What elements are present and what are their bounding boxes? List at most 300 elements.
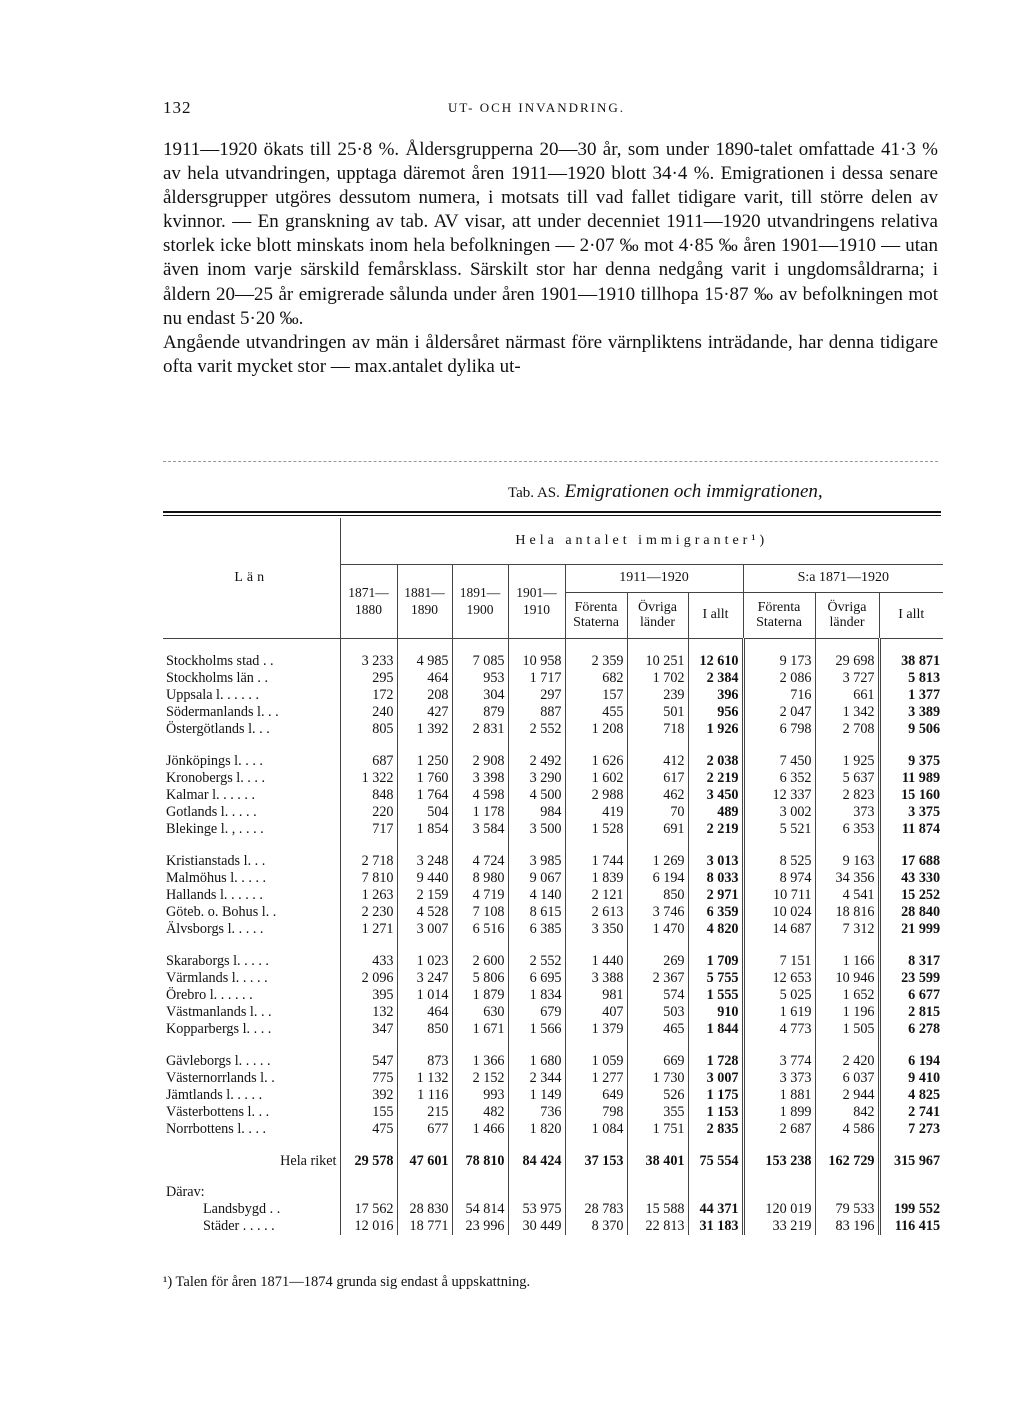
value-cell: 1 166: [815, 953, 879, 970]
value-cell: 1 879: [452, 987, 508, 1004]
value-cell: 2 359: [565, 653, 627, 670]
value-cell: 2 152: [452, 1070, 508, 1087]
table-row: [163, 804, 943, 821]
darav-label: Därav:: [163, 1184, 340, 1201]
value-cell: 465: [627, 1021, 688, 1038]
value-cell: 44 371: [688, 1201, 743, 1218]
sub-header-ovriga: Övriga länder: [627, 592, 688, 638]
value-cell: 4 724: [452, 853, 508, 870]
value-cell: 4 140: [508, 887, 565, 904]
table-row: [163, 721, 943, 738]
value-cell: 5 806: [452, 970, 508, 987]
value-cell: 17 562: [340, 1201, 397, 1218]
value-cell: 5 025: [743, 987, 815, 1004]
sub-header-iallt: I allt: [898, 607, 925, 623]
value-cell: 718: [627, 721, 688, 738]
value-cell: 1 820: [508, 1121, 565, 1138]
statistics-table: [163, 518, 943, 1235]
value-cell: 2 552: [508, 721, 565, 738]
value-cell: 1 014: [397, 987, 452, 1004]
value-cell: 38 401: [627, 1153, 688, 1170]
value-cell: 75 554: [688, 1153, 743, 1170]
value-cell: 1 149: [508, 1087, 565, 1104]
value-cell: 392: [340, 1087, 397, 1104]
value-cell: 22 813: [627, 1218, 688, 1235]
value-cell: 910: [688, 1004, 743, 1021]
value-cell: 2 835: [688, 1121, 743, 1138]
table-top-rule-thin: [163, 515, 941, 516]
lan-name: Jönköpings l. . . .: [163, 753, 340, 770]
group-header-1911: 1911—1920: [565, 564, 743, 592]
value-cell: 879: [452, 704, 508, 721]
value-cell: 1 440: [565, 953, 627, 970]
value-cell: 1 680: [508, 1053, 565, 1070]
value-cell: 4 500: [508, 787, 565, 804]
spacer-row: [163, 839, 943, 853]
value-cell: 3 375: [908, 804, 941, 821]
value-cell: 1 377: [908, 686, 941, 703]
value-cell: 503: [627, 1004, 688, 1021]
value-cell: 9 173: [743, 653, 815, 670]
value-cell: 17 688: [901, 852, 941, 869]
value-cell: 37 153: [565, 1153, 627, 1170]
value-cell: 1 619: [743, 1004, 815, 1021]
value-cell: 3 373: [743, 1070, 815, 1087]
lan-name: Älvsborgs l. . . . .: [163, 921, 340, 938]
value-cell: 315 967: [893, 1152, 941, 1169]
value-cell: 2 815: [908, 1004, 941, 1021]
value-cell: 34 356: [815, 870, 879, 887]
value-cell: 199 552: [893, 1200, 941, 1217]
value-cell: 2 159: [397, 887, 452, 904]
darav-label-row: [163, 1184, 943, 1201]
value-cell: 3 985: [508, 853, 565, 870]
value-cell: 10 946: [815, 970, 879, 987]
value-cell: 2 600: [452, 953, 508, 970]
value-cell: 373: [815, 804, 879, 821]
table-row: [163, 1021, 943, 1038]
value-cell: 208: [397, 687, 452, 704]
value-cell: 1 730: [627, 1070, 688, 1087]
value-cell: 355: [627, 1104, 688, 1121]
value-cell: 7 108: [452, 904, 508, 921]
value-cell: 2 096: [340, 970, 397, 987]
value-cell: 15 160: [901, 786, 941, 803]
value-cell: 7 085: [452, 653, 508, 670]
table-row: [163, 653, 943, 670]
value-cell: 736: [508, 1104, 565, 1121]
value-cell: 70: [627, 804, 688, 821]
value-cell: 6 194: [908, 1052, 941, 1069]
value-cell: 120 019: [743, 1201, 815, 1218]
table-row: [163, 887, 943, 904]
value-cell: 5 637: [815, 770, 879, 787]
value-cell: 2 367: [627, 970, 688, 987]
value-cell: 116 415: [894, 1218, 941, 1235]
lan-name: Skaraborgs l. . . . .: [163, 953, 340, 970]
value-cell: 1 926: [688, 721, 743, 738]
lan-name: Hallands l. . . . . .: [163, 887, 340, 904]
value-cell: 15 252: [901, 886, 941, 903]
value-cell: 1 602: [565, 770, 627, 787]
value-cell: 155: [340, 1104, 397, 1121]
value-cell: 9 067: [508, 870, 565, 887]
value-cell: 9 163: [815, 853, 879, 870]
value-cell: 1 178: [452, 804, 508, 821]
value-cell: 630: [452, 1004, 508, 1021]
period-header: 1881—1890: [397, 564, 452, 638]
value-cell: 1 881: [743, 1087, 815, 1104]
lan-name: Kalmar l. . . . . .: [163, 787, 340, 804]
table-row: [163, 1218, 943, 1235]
period-header: 1891—1900: [452, 564, 508, 638]
table-row: [163, 970, 943, 987]
table-row: [163, 904, 943, 921]
value-cell: 1 555: [688, 987, 743, 1004]
value-cell: 132: [340, 1004, 397, 1021]
value-cell: 1 084: [565, 1121, 627, 1138]
sub-header-iallt: I allt: [688, 592, 743, 638]
separator: [163, 461, 938, 462]
value-cell: 10 251: [627, 653, 688, 670]
value-cell: 1 899: [743, 1104, 815, 1121]
value-cell: 10 024: [743, 904, 815, 921]
lan-name: Västernorrlands l. .: [163, 1070, 340, 1087]
value-cell: 1 702: [627, 670, 688, 687]
value-cell: 1 470: [627, 921, 688, 938]
value-cell: 574: [627, 987, 688, 1004]
value-cell: 23 996: [452, 1218, 508, 1235]
value-cell: 7 273: [908, 1121, 941, 1138]
value-cell: 295: [340, 670, 397, 687]
lan-name: Östergötlands l. . .: [163, 721, 340, 738]
value-cell: 798: [565, 1104, 627, 1121]
value-cell: 7 810: [340, 870, 397, 887]
value-cell: 1 760: [397, 770, 452, 787]
value-cell: 8 033: [688, 870, 743, 887]
sub-header-forenta: Förenta Staterna: [743, 592, 815, 638]
value-cell: 54 814: [452, 1201, 508, 1218]
value-cell: 43 330: [901, 869, 941, 886]
table-row: [163, 687, 943, 704]
value-cell: 1 342: [815, 704, 879, 721]
value-cell: 1 717: [508, 670, 565, 687]
lan-name: Uppsala l. . . . . .: [163, 687, 340, 704]
value-cell: 3 388: [565, 970, 627, 987]
value-cell: 28 830: [397, 1201, 452, 1218]
value-cell: 3 013: [688, 853, 743, 870]
group-header-sum: S:a 1871—1920: [743, 564, 943, 592]
value-cell: 4 719: [452, 887, 508, 904]
value-cell: 1 263: [340, 887, 397, 904]
value-cell: 504: [397, 804, 452, 821]
value-cell: 475: [340, 1121, 397, 1138]
lan-name: Västerbottens l. . .: [163, 1104, 340, 1121]
value-cell: 5 813: [908, 669, 941, 686]
lan-name: Gävleborgs l. . . . .: [163, 1053, 340, 1070]
value-cell: 53 975: [508, 1201, 565, 1218]
value-cell: 239: [627, 687, 688, 704]
table-body: [163, 638, 943, 1235]
value-cell: 2 344: [508, 1070, 565, 1087]
value-cell: 489: [688, 804, 743, 821]
value-cell: 162 729: [815, 1153, 879, 1170]
value-cell: 407: [565, 1004, 627, 1021]
value-cell: 4 598: [452, 787, 508, 804]
period-header: 1901—1910: [508, 564, 565, 638]
value-cell: 1 277: [565, 1070, 627, 1087]
table-row: [163, 1087, 943, 1104]
value-cell: 3 247: [397, 970, 452, 987]
value-cell: 9 410: [908, 1069, 941, 1086]
value-cell: 7 312: [815, 921, 879, 938]
value-cell: 455: [565, 704, 627, 721]
value-cell: 3 746: [627, 904, 688, 921]
value-cell: 347: [340, 1021, 397, 1038]
value-cell: 649: [565, 1087, 627, 1104]
value-cell: 2 718: [340, 853, 397, 870]
value-cell: 3 389: [908, 704, 941, 721]
value-cell: 21 999: [901, 921, 941, 938]
lan-name: Västmanlands l. . .: [163, 1004, 340, 1021]
value-cell: 1 059: [565, 1053, 627, 1070]
value-cell: 2 047: [743, 704, 815, 721]
value-cell: 28 840: [901, 904, 941, 921]
value-cell: 887: [508, 704, 565, 721]
value-cell: 3 248: [397, 853, 452, 870]
table-row: [163, 787, 943, 804]
value-cell: 1 728: [688, 1053, 743, 1070]
value-cell: 716: [743, 687, 815, 704]
value-cell: 6 194: [627, 870, 688, 887]
value-cell: 7 450: [743, 753, 815, 770]
spacer-row: [163, 939, 943, 953]
lan-name: Städer . . . . .: [163, 1218, 340, 1235]
body-text: [163, 138, 938, 379]
value-cell: 10 958: [508, 653, 565, 670]
lan-name: Kopparbergs l. . . .: [163, 1021, 340, 1038]
value-cell: 3 398: [452, 770, 508, 787]
value-cell: 1 466: [452, 1121, 508, 1138]
value-cell: 3 584: [452, 821, 508, 838]
table-row: [163, 921, 943, 938]
value-cell: 1 208: [565, 721, 627, 738]
value-cell: 6 798: [743, 721, 815, 738]
value-cell: 981: [565, 987, 627, 1004]
value-cell: 433: [340, 953, 397, 970]
value-cell: 2 121: [565, 887, 627, 904]
spacer-row: [163, 1139, 943, 1153]
value-cell: 2 944: [815, 1087, 879, 1104]
value-cell: 464: [397, 670, 452, 687]
value-cell: 3 007: [688, 1070, 743, 1087]
value-cell: 1 379: [565, 1021, 627, 1038]
table-caption: Emigrationen och immigrationen,: [564, 481, 823, 502]
lan-name: Stockholms stad . .: [163, 653, 340, 670]
value-cell: 12 653: [743, 970, 815, 987]
value-cell: 661: [815, 687, 879, 704]
value-cell: 2 741: [908, 1104, 941, 1121]
value-cell: 1 626: [565, 753, 627, 770]
page-number: 132: [163, 98, 192, 117]
lan-name: Södermanlands l. . .: [163, 704, 340, 721]
value-cell: 984: [508, 804, 565, 821]
table-row: [163, 1004, 943, 1021]
value-cell: 1 175: [688, 1087, 743, 1104]
value-cell: 6 278: [908, 1021, 941, 1038]
table-row: [163, 1121, 943, 1138]
value-cell: 691: [627, 821, 688, 838]
value-cell: 1 652: [815, 987, 879, 1004]
value-cell: 396: [688, 687, 743, 704]
value-cell: 805: [340, 721, 397, 738]
value-cell: 1 528: [565, 821, 627, 838]
lan-name: Kronobergs l. . . .: [163, 770, 340, 787]
value-cell: 1 116: [397, 1087, 452, 1104]
value-cell: 4 825: [908, 1086, 941, 1103]
table-row: [163, 987, 943, 1004]
value-cell: 172: [340, 687, 397, 704]
value-cell: 23 599: [901, 969, 941, 986]
value-cell: 220: [340, 804, 397, 821]
value-cell: 18 771: [397, 1218, 452, 1235]
value-cell: 5 755: [688, 970, 743, 987]
value-cell: 4 820: [688, 921, 743, 938]
value-cell: 547: [340, 1053, 397, 1070]
value-cell: 29 578: [340, 1153, 397, 1170]
value-cell: 1 392: [397, 721, 452, 738]
value-cell: 1 153: [688, 1104, 743, 1121]
value-cell: 4 985: [397, 653, 452, 670]
lan-name: Jämtlands l. . . . .: [163, 1087, 340, 1104]
value-cell: 1 751: [627, 1121, 688, 1138]
value-cell: 1 709: [688, 953, 743, 970]
value-cell: 1 196: [815, 1004, 879, 1021]
super-header: Hela antalet immigranter¹): [340, 518, 943, 564]
value-cell: 1 132: [397, 1070, 452, 1087]
table-row: [163, 853, 943, 870]
table-row: [163, 1104, 943, 1121]
value-cell: 6 352: [743, 770, 815, 787]
value-cell: 8 370: [565, 1218, 627, 1235]
value-cell: 956: [688, 704, 743, 721]
spacer-row: [163, 1170, 943, 1184]
value-cell: 2 384: [688, 670, 743, 687]
value-cell: 687: [340, 753, 397, 770]
value-cell: 2 708: [815, 721, 879, 738]
table-row: [163, 870, 943, 887]
value-cell: 1 744: [565, 853, 627, 870]
value-cell: 31 183: [688, 1218, 743, 1235]
table-top-rule: [163, 511, 941, 513]
value-cell: 8 317: [908, 952, 941, 969]
value-cell: 215: [397, 1104, 452, 1121]
value-cell: 2 971: [688, 887, 743, 904]
value-cell: 240: [340, 704, 397, 721]
value-cell: 464: [397, 1004, 452, 1021]
value-cell: 7 151: [743, 953, 815, 970]
table-row: [163, 1070, 943, 1087]
spacer-row: [163, 638, 943, 653]
value-cell: 38 871: [901, 652, 941, 669]
table-label: Tab. AS.: [508, 485, 560, 501]
table-row: [163, 770, 943, 787]
lan-name: Stockholms län . .: [163, 670, 340, 687]
value-cell: 2 086: [743, 670, 815, 687]
running-title: UT- OCH INVANDRING.: [448, 100, 626, 115]
value-cell: 6 037: [815, 1070, 879, 1087]
value-cell: 1 844: [688, 1021, 743, 1038]
value-cell: 395: [340, 987, 397, 1004]
value-cell: 4 541: [815, 887, 879, 904]
value-cell: 304: [452, 687, 508, 704]
lan-name: Kristianstads l. . .: [163, 853, 340, 870]
lan-name: Landsbygd . .: [163, 1201, 340, 1218]
value-cell: 269: [627, 953, 688, 970]
value-cell: 873: [397, 1053, 452, 1070]
body-paragraph: Angående utvandringen av män i åldersåret närmast före värnpliktens inträdande, har denna tidigare ofta varit mycket stor — max.antalet dylika ut-: [163, 331, 938, 377]
value-cell: 8 980: [452, 870, 508, 887]
value-cell: 4 773: [743, 1021, 815, 1038]
total-row: [163, 1153, 943, 1170]
value-cell: 15 588: [627, 1201, 688, 1218]
value-cell: 669: [627, 1053, 688, 1070]
value-cell: 11 989: [901, 769, 941, 786]
value-cell: 3 007: [397, 921, 452, 938]
value-cell: 1 925: [815, 753, 879, 770]
value-cell: 6 695: [508, 970, 565, 987]
value-cell: 6 516: [452, 921, 508, 938]
value-cell: 677: [397, 1121, 452, 1138]
value-cell: 993: [452, 1087, 508, 1104]
value-cell: 28 783: [565, 1201, 627, 1218]
lan-name: Blekinge l. , . . . .: [163, 821, 340, 838]
value-cell: 3 727: [815, 670, 879, 687]
lan-name: Göteb. o. Bohus l. .: [163, 904, 340, 921]
value-cell: 412: [627, 753, 688, 770]
value-cell: 1 366: [452, 1053, 508, 1070]
value-cell: 1 671: [452, 1021, 508, 1038]
table-row: [163, 953, 943, 970]
lan-name: Gotlands l. . . . .: [163, 804, 340, 821]
value-cell: 9 440: [397, 870, 452, 887]
value-cell: 462: [627, 787, 688, 804]
lan-name: Hela riket: [163, 1153, 340, 1170]
value-cell: 12 337: [743, 787, 815, 804]
value-cell: 850: [627, 887, 688, 904]
body-paragraph: 1911—1920 ökats till 25·8 %. Åldersgrupperna 20—30 år, som under 1890-talet omfattade 41·3 % av hela utvandringen, upptaga däremot åren 1911—1920 blott 34·4 %. Emigrationen i dessa senare åldersgrupper utgöres dessutom numera, i motsats till vad fallet tidigare varit, till större delen av kvinnor. — En granskning av tab. AV visar, att under decenniet 1911—1920 utvandringens relativa storlek icke blott minskats inom hela befolkningen — 2·07 ‰ mot 4·85 ‰ åren 1901—1910 — utan även inom varje särskild femårsklass. Särskilt stor har denna nedgång varit i ungdomsåldrarna; i åldern 20—25 år emigrerade sålunda under åren 1901—1910 tillhopa 15·87 ‰ av befolkningen mot nu endast 5·20 ‰.: [163, 139, 938, 329]
value-cell: 1 271: [340, 921, 397, 938]
value-cell: 2 420: [815, 1053, 879, 1070]
value-cell: 1 764: [397, 787, 452, 804]
value-cell: 3 350: [565, 921, 627, 938]
value-cell: 6 359: [688, 904, 743, 921]
value-cell: 427: [397, 704, 452, 721]
value-cell: 775: [340, 1070, 397, 1087]
value-cell: 2 613: [565, 904, 627, 921]
value-cell: 4 586: [815, 1121, 879, 1138]
value-cell: 3 450: [688, 787, 743, 804]
value-cell: 157: [565, 687, 627, 704]
table-row: [163, 1201, 943, 1218]
value-cell: 482: [452, 1104, 508, 1121]
value-cell: 3 233: [340, 653, 397, 670]
value-cell: 297: [508, 687, 565, 704]
sub-header-forenta: Förenta Staterna: [565, 592, 627, 638]
value-cell: 9 506: [908, 721, 941, 738]
value-cell: 8 974: [743, 870, 815, 887]
table-row: [163, 670, 943, 687]
